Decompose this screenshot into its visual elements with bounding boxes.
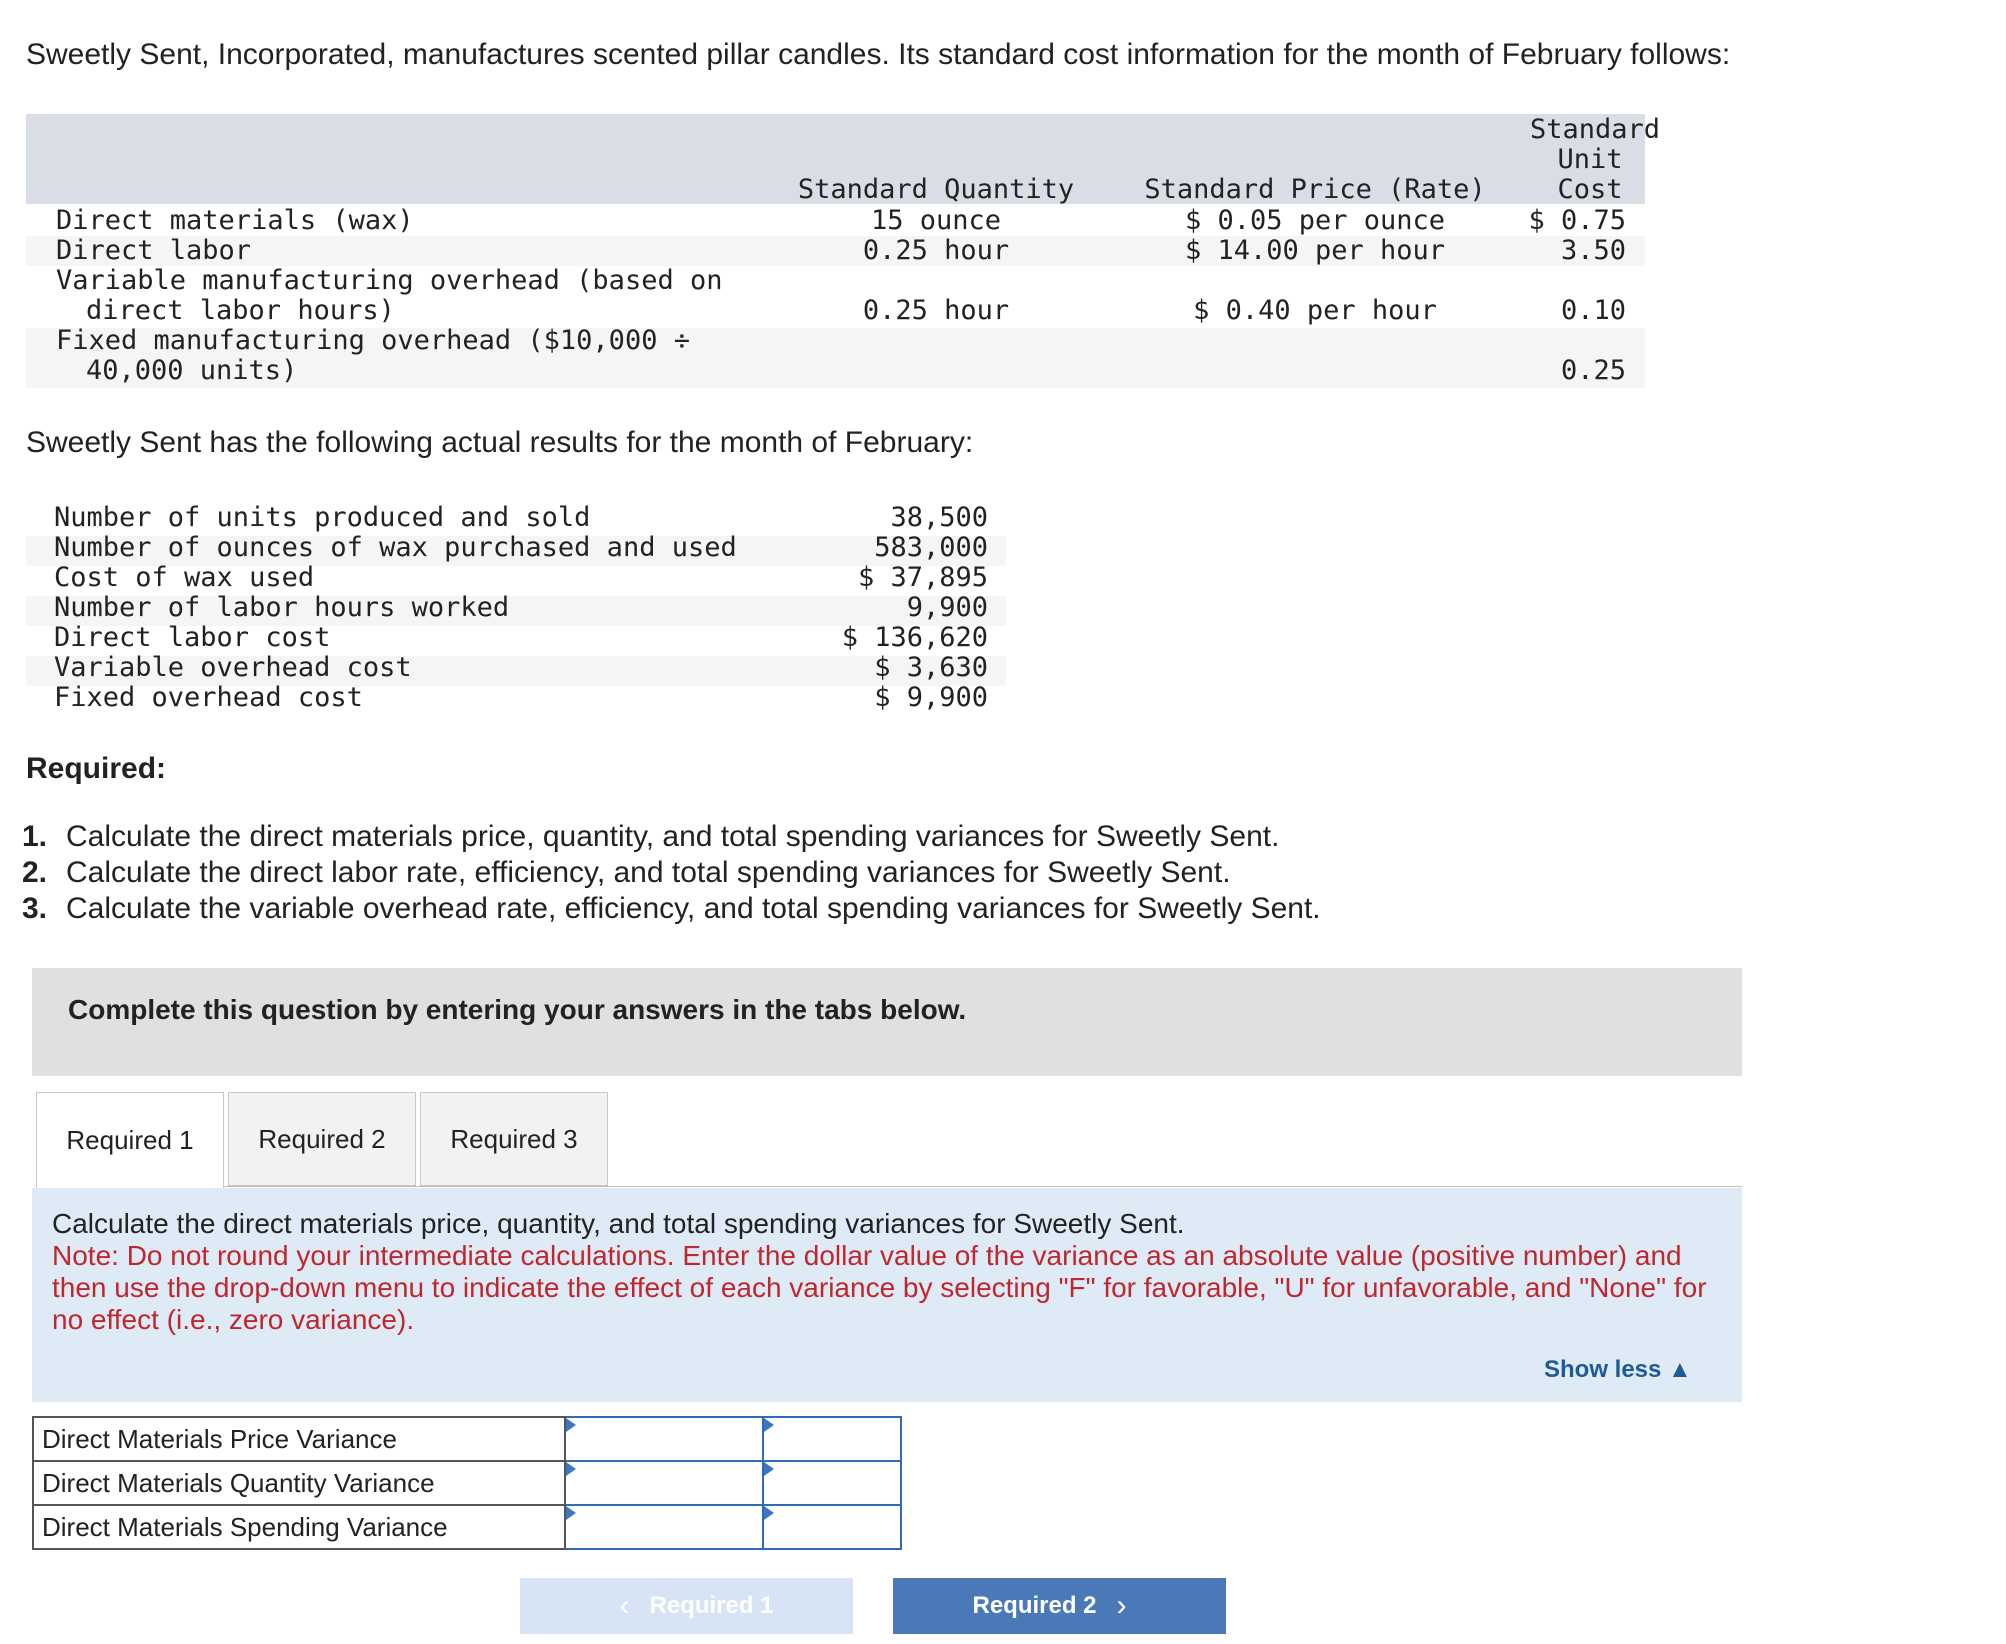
answer-table xyxy=(32,1416,902,1550)
dropdown-marker-icon xyxy=(764,1506,774,1520)
spending-variance-input[interactable] xyxy=(566,1506,762,1548)
std-row-label: Fixed manufacturing overhead ($10,000 ÷ xyxy=(56,325,690,356)
header-standard-quantity: Standard Quantity xyxy=(797,174,1075,205)
prev-button-label: Required 1 xyxy=(649,1592,774,1619)
tab-required-2[interactable]: Required 2 xyxy=(228,1092,416,1186)
instructions-main: Calculate the direct materials price, quantity, and total spending variances for Sweetly Sent. xyxy=(52,1208,1185,1239)
required-item-text: Calculate the direct materials price, quantity, and total spending variances for Sweetly Sent. xyxy=(66,820,1280,853)
tab-required-1[interactable]: Required 1 xyxy=(36,1092,224,1188)
answer-row xyxy=(33,1505,901,1549)
answer-value-cell[interactable] xyxy=(565,1417,763,1461)
std-row-label: Direct materials (wax) xyxy=(56,205,414,236)
dropdown-marker-icon xyxy=(764,1462,774,1476)
required-item-text: Calculate the direct labor rate, efficiency, and total spending variances for Sweetly Sent. xyxy=(66,856,1231,889)
header-unit-cost-3: Cost xyxy=(1557,174,1623,205)
chevron-left-icon: ‹ xyxy=(619,1589,630,1622)
std-row-qty: 0.25 hour xyxy=(862,235,1010,266)
next-button[interactable] xyxy=(893,1578,1226,1634)
std-row-cost: $ 0.75 xyxy=(1528,205,1626,236)
header-unit-cost-1: Standard xyxy=(1530,114,1661,145)
next-button-label: Required 2 xyxy=(972,1592,1097,1619)
std-row-price: $ 0.05 per ounce xyxy=(1184,205,1446,236)
show-less-link[interactable] xyxy=(1544,1356,1692,1384)
required-item xyxy=(22,856,1231,890)
intro-text: Sweetly Sent, Incorporated, manufactures scented pillar candles. Its standard cost information for the month of February follows: xyxy=(26,38,1731,71)
actual-label: Number of ounces of wax purchased and used xyxy=(54,532,737,563)
actual-value: $ 3,630 xyxy=(874,652,988,683)
prev-button[interactable] xyxy=(520,1578,853,1634)
price-variance-input[interactable] xyxy=(566,1418,762,1460)
actual-label: Direct labor cost xyxy=(54,622,331,653)
answer-value-cell[interactable] xyxy=(565,1505,763,1549)
actual-label: Variable overhead cost xyxy=(54,652,412,683)
actual-label: Cost of wax used xyxy=(54,562,315,593)
std-row-cost: 3.50 xyxy=(1560,235,1626,266)
quantity-variance-input[interactable] xyxy=(566,1462,762,1504)
answer-label: Direct Materials Quantity Variance xyxy=(33,1461,565,1505)
std-row-qty: 0.25 hour xyxy=(862,295,1010,326)
std-row-price: $ 14.00 per hour xyxy=(1184,235,1446,266)
actual-label: Number of units produced and sold xyxy=(54,502,591,533)
answer-label: Direct Materials Price Variance xyxy=(33,1417,565,1461)
actual-value: $ 37,895 xyxy=(857,562,988,593)
complete-text: Complete this question by entering your answers in the tabs below. xyxy=(68,994,967,1025)
std-row-label: Variable manufacturing overhead (based on xyxy=(56,265,723,296)
answer-label: Direct Materials Spending Variance xyxy=(33,1505,565,1549)
std-row-label: Direct labor xyxy=(56,235,252,266)
show-less-label: Show less xyxy=(1544,1356,1662,1383)
answer-row xyxy=(33,1417,901,1461)
required-item-text: Calculate the variable overhead rate, efficiency, and total spending variances for Sweetly Sent. xyxy=(66,892,1321,925)
actual-value: $ 9,900 xyxy=(874,682,988,713)
header-unit-cost-2: Unit xyxy=(1557,144,1623,175)
std-row-label-cont: direct labor hours) xyxy=(86,295,395,326)
required-item-number: 2. xyxy=(22,856,48,889)
actual-value: 38,500 xyxy=(890,502,988,533)
actual-label: Number of labor hours worked xyxy=(54,592,510,623)
effect-dropdown[interactable] xyxy=(763,1505,901,1549)
tab-required-3[interactable]: Required 3 xyxy=(420,1092,608,1186)
header-standard-price: Standard Price (Rate) xyxy=(1144,174,1486,205)
actual-value: 9,900 xyxy=(906,592,988,623)
input-marker-icon xyxy=(566,1418,576,1432)
required-item-number: 3. xyxy=(22,892,48,925)
actual-intro: Sweetly Sent has the following actual results for the month of February: xyxy=(26,426,974,459)
input-marker-icon xyxy=(566,1462,576,1476)
instructions-note: Note: Do not round your intermediate calculations. Enter the dollar value of the variance as an absolute value (positive number) and then use the drop-down menu to indicate the effect of each variance by selecting "F" for favorable, "U" for unfavorable, and "None" for no effect (i.e., zero variance). xyxy=(52,1240,1707,1335)
std-row-price: $ 0.40 per hour xyxy=(1193,295,1437,326)
actual-value: 583,000 xyxy=(874,532,988,563)
chevron-right-icon: › xyxy=(1116,1589,1127,1622)
std-row-qty: 15 ounce xyxy=(870,205,1002,236)
std-row-cost: 0.10 xyxy=(1560,295,1626,326)
caret-up-icon: ▲ xyxy=(1668,1356,1692,1383)
dropdown-marker-icon xyxy=(764,1418,774,1432)
std-row-cost: 0.25 xyxy=(1560,355,1626,386)
actual-value: $ 136,620 xyxy=(841,622,988,653)
required-item xyxy=(22,820,1279,854)
answer-value-cell[interactable] xyxy=(565,1461,763,1505)
tab-divider xyxy=(224,1186,1742,1187)
input-marker-icon xyxy=(566,1506,576,1520)
required-title: Required: xyxy=(26,752,167,785)
effect-dropdown[interactable] xyxy=(763,1417,901,1461)
effect-dropdown[interactable] xyxy=(763,1461,901,1505)
actual-label: Fixed overhead cost xyxy=(54,682,363,713)
std-row-label-cont: 40,000 units) xyxy=(86,355,298,386)
required-item xyxy=(22,892,1321,926)
required-item-number: 1. xyxy=(22,820,48,853)
answer-row xyxy=(33,1461,901,1505)
